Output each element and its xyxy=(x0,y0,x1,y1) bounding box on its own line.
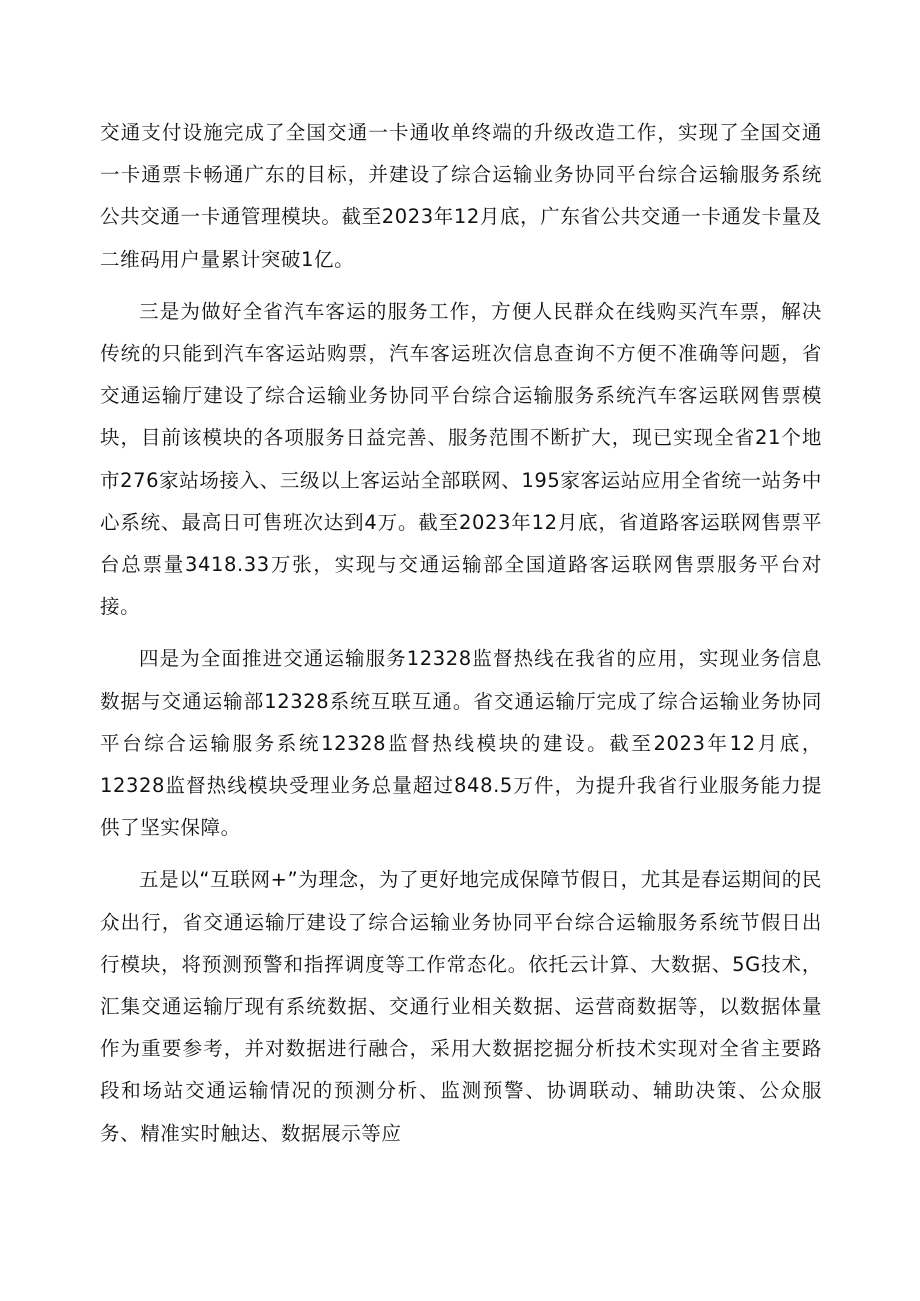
paragraph-gap xyxy=(100,628,822,638)
document-body xyxy=(100,112,822,1155)
paragraph-gap xyxy=(100,849,822,859)
paragraph-continuation: 交通支付设施完成了全国交通一卡通收单终端的升级改造工作，实现了全国交通一卡通票卡畅通广东的目标，并建设了综合运输业务协同平台综合运输服务系统公共交通一卡通管理模块。截至2023年12月底，广东省公共交通一卡通发卡量及二维码用户量累计突破1亿。 xyxy=(100,121,822,271)
paragraph-12328-hotline: 四是为全面推进交通运输服务12328监督热线在我省的应用，实现业务信息数据与交通运输部12328系统互联互通。省交通运输厅完成了综合运输业务协同平台综合运输服务系统12328监督热线模块的建设。截至2023年12月底，12328监督热线模块受理业务总量超过848.5万件，为提升我省行业服务能力提供了坚实保障。 xyxy=(100,647,822,840)
paragraph-gap xyxy=(100,281,822,291)
paragraph-holiday-travel: 五是以“互联网+”为理念，为了更好地完成保障节假日，尤其是春运期间的民众出行，省交通运输厅建设了综合运输业务协同平台综合运输服务系统节假日出行模块，将预测预警和指挥调度等工作常态化。依托云计算、大数据、5G技术，汇集交通运输厅现有系统数据、交通行业相关数据、运营商数据等，以数据体量作为重要参考，并对数据进行融合，采用大数据挖掘分析技术实现对全省主要路段和场站交通运输情况的预测分析、监测预警、协调联动、辅助决策、公众服务、精准实时触达、数据展示等应 xyxy=(100,868,822,1145)
paragraph-bus-ticketing: 三是为做好全省汽车客运的服务工作，方便人民群众在线购买汽车票，解决传统的只能到汽车客运站购票，汽车客运班次信息查询不方便不准确等问题，省交通运输厅建设了综合运输业务协同平台综合运输服务系统汽车客运联网售票模块，目前该模块的各项服务日益完善、服务范围不断扩大，现已实现全省21个地市276家站场接入、三级以上客运站全部联网、195家客运站应用全省统一站务中心系统、最高日可售班次达到4万。截至2023年12月底，省道路客运联网售票平台总票量3418.33万张，实现与交通运输部全国道路客运联网售票服务平台对接。 xyxy=(100,299,822,619)
